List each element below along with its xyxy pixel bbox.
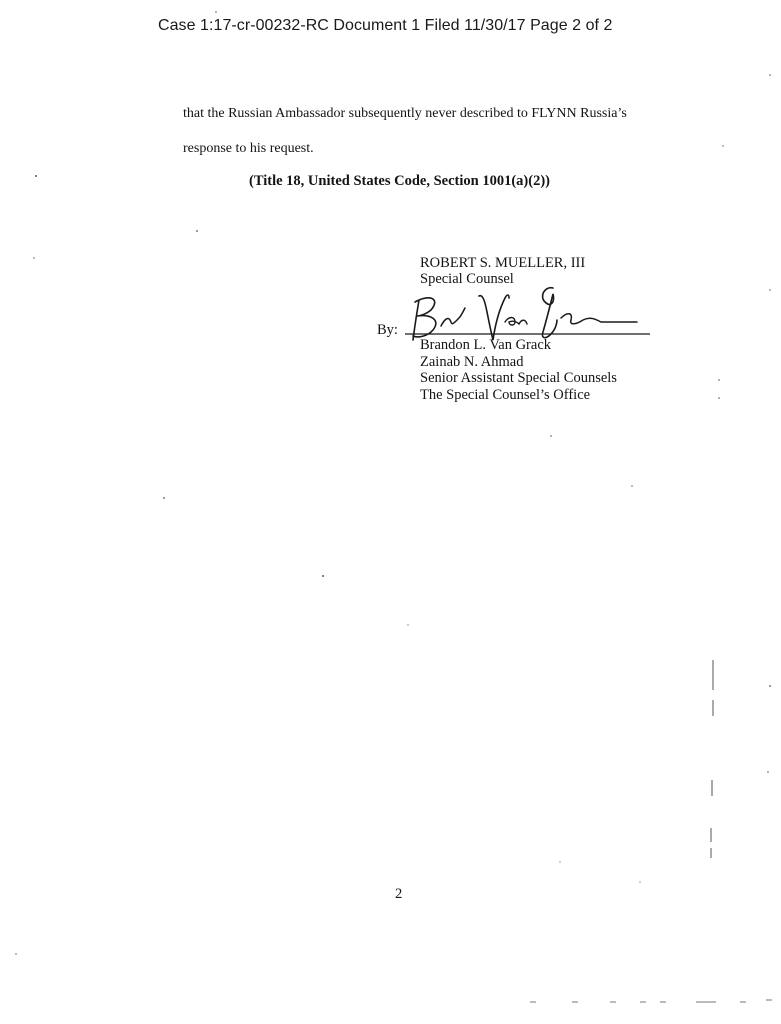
signer-name-2: Zainab N. Ahmad (420, 353, 524, 370)
page-number: 2 (395, 886, 403, 902)
counsel-name: ROBERT S. MUELLER, III (420, 255, 586, 271)
body-line-1: that the Russian Ambassador subsequently never described to FLYNN Russia’s (183, 106, 627, 121)
signer-title: Senior Assistant Special Counsels (420, 370, 617, 386)
body-line-2: response to his request. (183, 141, 314, 156)
signer-name-1: Brandon L. Van Grack (420, 337, 552, 353)
signer-list (420, 337, 617, 403)
signer-office: The Special Counsel’s Office (420, 386, 591, 403)
counsel-title: Special Counsel (420, 271, 514, 287)
statute-citation: (Title 18, United States Code, Section 1001(a)(2)) (249, 173, 550, 189)
by-label: By: (377, 322, 398, 338)
case-header: Case 1:17-cr-00232-RC Document 1 Filed 11/30/17 Page 2 of 2 (158, 17, 613, 34)
